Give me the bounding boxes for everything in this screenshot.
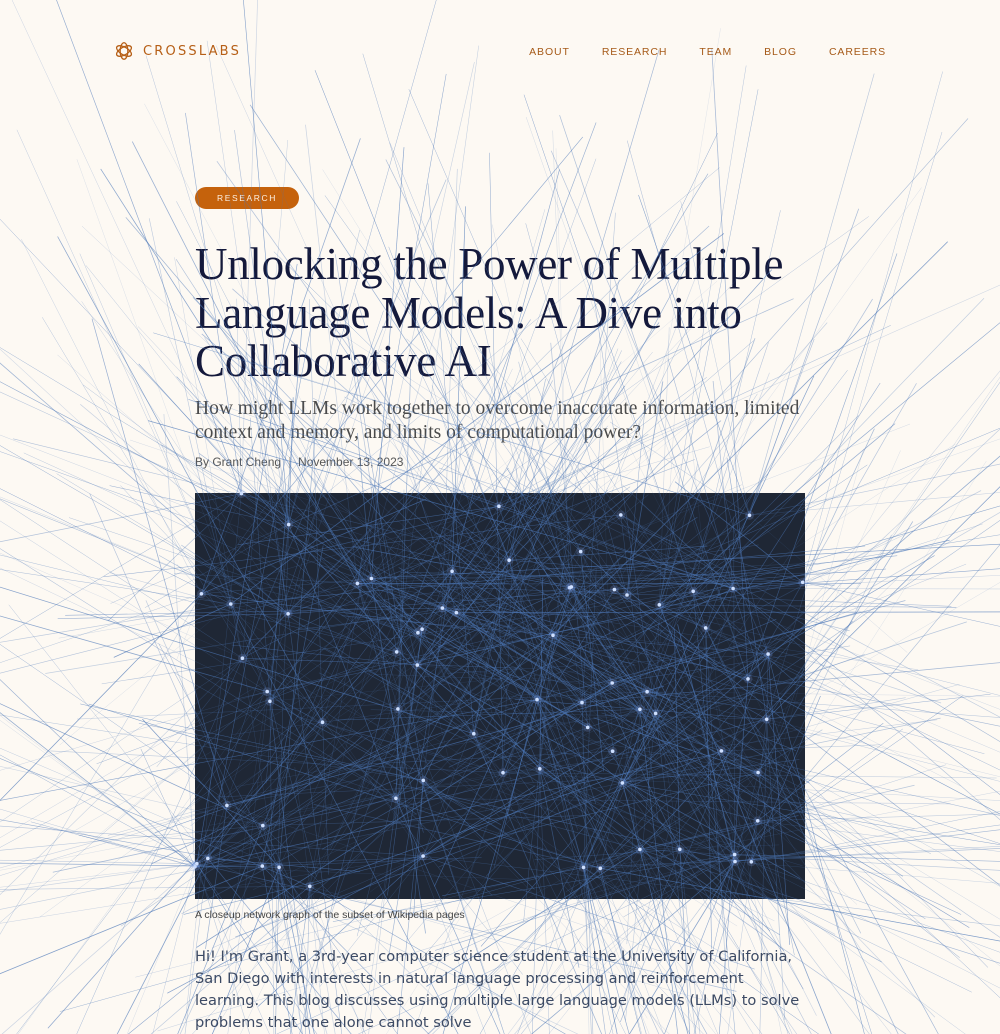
graph-node — [766, 652, 770, 656]
graph-node — [733, 853, 737, 857]
graph-node — [268, 700, 272, 704]
graph-node — [704, 626, 708, 630]
graph-node — [416, 631, 420, 635]
graph-node — [638, 708, 642, 712]
graph-node — [261, 824, 265, 828]
graph-node — [638, 848, 642, 852]
graph-node — [308, 885, 312, 889]
graph-node — [225, 804, 229, 808]
article-body-paragraph: Hi! I'm Grant, a 3rd-year computer science student at the University of California, San Diego with interests in natural language processing and reinforcement learning. This blog discusses using multiple large language models (LLMs) to solve problems that one alone cannot solve — [195, 946, 810, 1034]
graph-node — [756, 819, 760, 823]
graph-node — [586, 726, 590, 730]
graph-node — [654, 712, 658, 716]
brand-name: CROSSLABS — [143, 44, 241, 59]
graph-node — [582, 866, 586, 870]
network-graph-image — [195, 493, 805, 899]
graph-node — [422, 779, 426, 783]
graph-node — [733, 860, 737, 864]
author-name: By Grant Cheng — [195, 454, 281, 470]
graph-node — [658, 603, 662, 607]
article-subtitle: How might LLMs work together to overcome inaccurate information, limited context and memory, and limits of computational power? — [195, 397, 815, 445]
nav-item-about[interactable]: ABOUT — [529, 45, 570, 59]
category-badge[interactable]: RESEARCH — [195, 187, 299, 209]
graph-node — [370, 577, 374, 581]
graph-node — [750, 860, 754, 864]
graph-node — [287, 523, 291, 527]
graph-node — [241, 656, 245, 660]
graph-node — [579, 550, 583, 554]
graph-node — [610, 681, 614, 685]
graph-node — [229, 602, 233, 606]
nav-item-blog[interactable]: BLOG — [764, 45, 797, 59]
graph-node — [421, 854, 425, 858]
graph-node — [507, 558, 511, 562]
graph-node — [691, 590, 695, 594]
main-nav — [497, 45, 886, 59]
graph-node — [240, 492, 244, 496]
graph-node — [195, 862, 199, 866]
crosslabs-logo-icon — [113, 40, 135, 62]
graph-node — [801, 581, 805, 585]
graph-node — [356, 582, 360, 586]
graph-node — [678, 848, 682, 852]
graph-node — [455, 611, 459, 615]
graph-node — [450, 570, 454, 574]
image-caption: A closeup network graph of the subset of Wikipedia pages — [195, 908, 465, 922]
graph-node — [396, 707, 400, 711]
graph-node — [395, 650, 399, 654]
nav-item-team[interactable]: TEAM — [699, 45, 732, 59]
graph-node — [580, 701, 584, 705]
graph-node — [441, 606, 445, 610]
graph-node — [535, 698, 539, 702]
graph-node — [277, 866, 281, 870]
graph-node — [765, 718, 769, 722]
graph-node — [394, 797, 398, 801]
graph-node — [625, 593, 629, 597]
nav-item-careers[interactable]: CAREERS — [829, 45, 886, 59]
graph-node — [206, 857, 210, 861]
site-header — [0, 0, 1000, 104]
graph-node — [200, 592, 204, 596]
graph-node — [261, 864, 265, 868]
graph-node — [621, 781, 625, 785]
graph-node — [570, 585, 574, 589]
article-title: Unlocking the Power of Multiple Language Models: A Dive into Collaborative AI — [195, 240, 815, 386]
graph-node — [611, 749, 615, 753]
nav-item-research[interactable]: RESEARCH — [602, 45, 668, 59]
graph-node — [731, 587, 735, 591]
graph-node — [720, 749, 724, 753]
graph-node — [501, 771, 505, 775]
publish-date: November 13, 2023 — [298, 454, 403, 470]
graph-node — [748, 514, 752, 518]
graph-node — [599, 867, 603, 871]
graph-node — [538, 767, 542, 771]
graph-node — [746, 677, 750, 681]
graph-node — [497, 505, 501, 509]
graph-node — [756, 771, 760, 775]
graph-node — [645, 690, 649, 694]
graph-node — [265, 690, 269, 694]
graph-node — [613, 588, 617, 592]
graph-node — [472, 732, 476, 736]
graph-node — [416, 663, 420, 667]
graph-node — [619, 513, 623, 517]
graph-node — [286, 612, 290, 616]
hero-image — [195, 493, 805, 899]
graph-node — [321, 720, 325, 724]
graph-node — [551, 634, 555, 638]
